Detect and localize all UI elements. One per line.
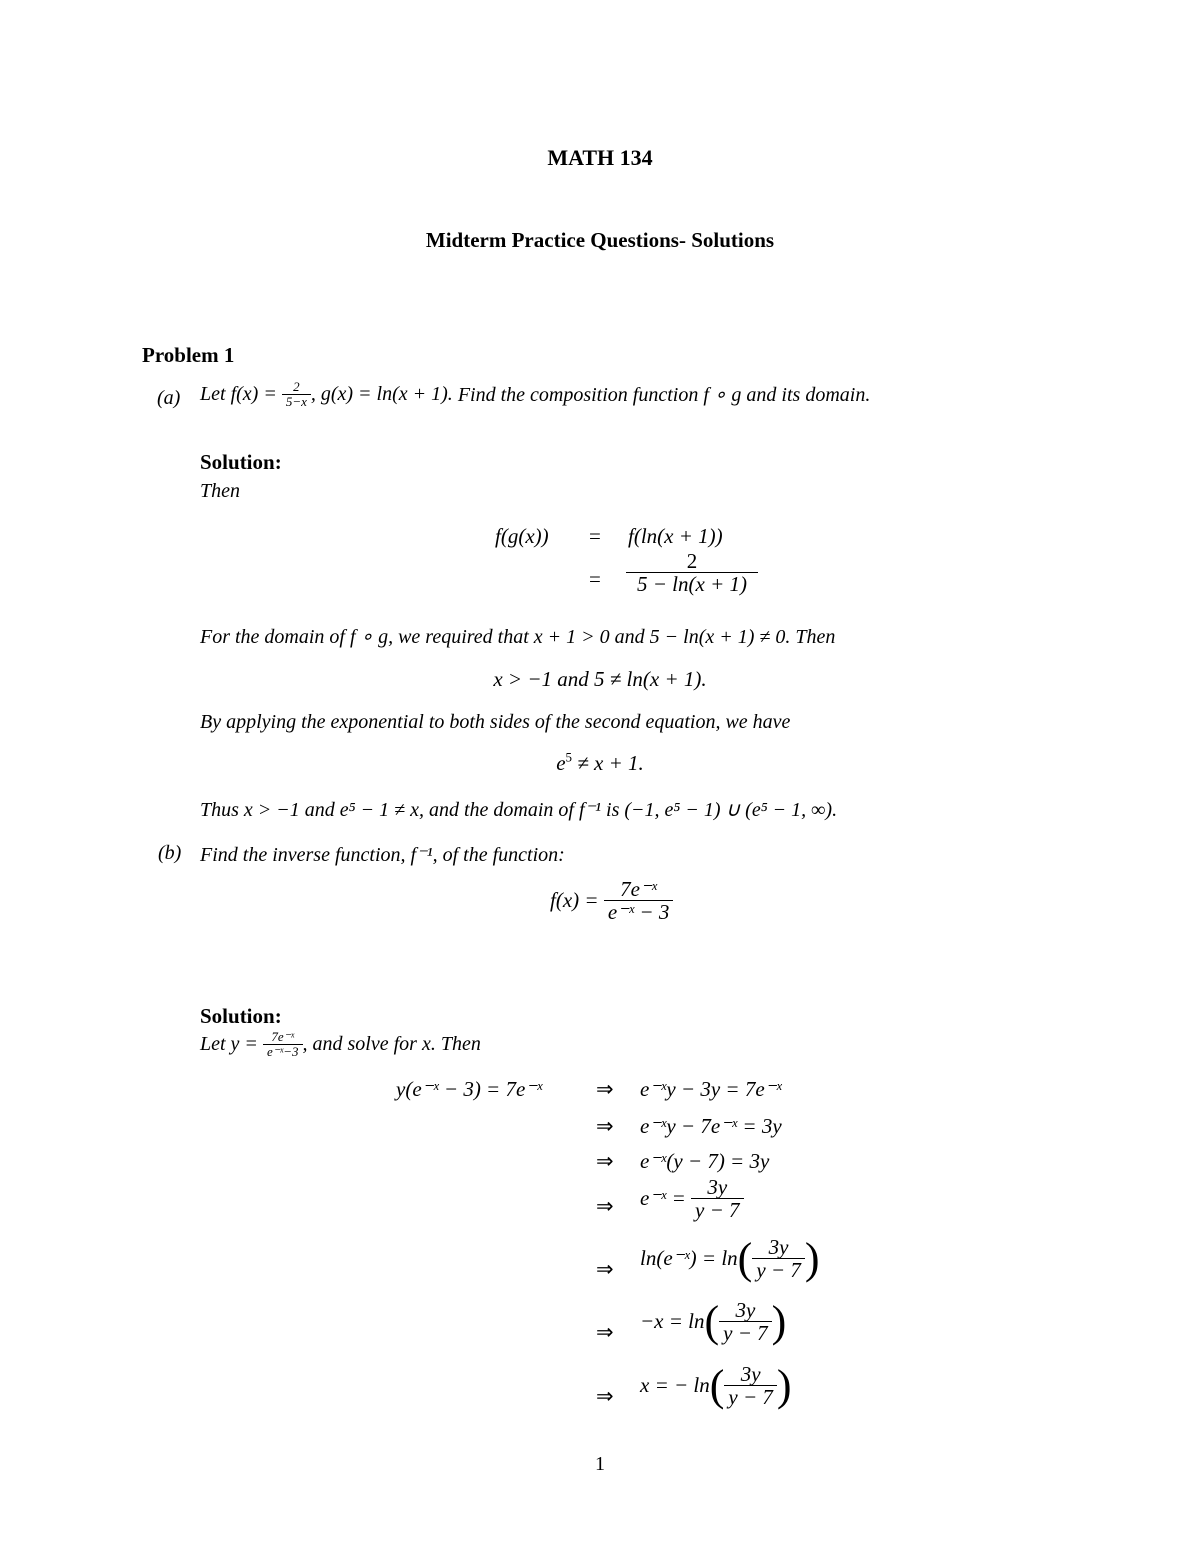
eq2-fraction bbox=[626, 550, 758, 595]
solution-a-heading: Solution: bbox=[200, 450, 282, 474]
eq1-relation: = bbox=[589, 524, 601, 548]
eq2-denominator: 5 − ln(x + 1) bbox=[626, 572, 758, 595]
step6-numerator: 3y bbox=[740, 1362, 761, 1386]
part-a-fx: f(x) = bbox=[230, 382, 277, 405]
part-a-task: Find the composition function f ∘ g and its domain. bbox=[457, 383, 871, 406]
step4-lhs: ln(e⁻ˣ) = ln bbox=[640, 1246, 738, 1271]
part-a-g-def: , g(x) = ln(x + 1). bbox=[310, 382, 453, 405]
step6-denominator: y − 7 bbox=[724, 1385, 777, 1408]
exp-eq-sup: 5 bbox=[565, 749, 573, 765]
let-y: Let y = bbox=[200, 1032, 258, 1055]
part-b-statement: Find the inverse function, f⁻¹, of the function: bbox=[200, 844, 565, 866]
part-a-f-denominator: 5−x bbox=[282, 394, 311, 409]
implies-arrow: ⇒ bbox=[596, 1114, 614, 1138]
step3-denominator: y − 7 bbox=[691, 1198, 744, 1221]
exponential-text: By applying the exponential to both sides of the second equation, we have bbox=[200, 711, 791, 733]
part-b-function bbox=[550, 878, 673, 923]
step6-lhs: x = − ln bbox=[640, 1373, 710, 1398]
step5 bbox=[640, 1296, 787, 1346]
eq2-numerator: 2 bbox=[686, 549, 698, 573]
step3-lhs: e⁻ˣ = bbox=[640, 1186, 686, 1211]
eq1-rhs: f(ln(x + 1)) bbox=[628, 524, 723, 548]
step4-denominator: y − 7 bbox=[752, 1258, 805, 1281]
implies-arrow: ⇒ bbox=[596, 1320, 614, 1344]
domain-equation: x > −1 and 5 ≠ ln(x + 1). bbox=[493, 667, 707, 691]
part-b-numerator: 7e⁻ˣ bbox=[620, 877, 657, 901]
part-a-f-fraction bbox=[282, 380, 311, 408]
part-a-let: Let bbox=[200, 382, 226, 405]
implies-arrow: ⇒ bbox=[596, 1077, 614, 1101]
part-b-label: (b) bbox=[158, 842, 182, 864]
step3 bbox=[640, 1176, 744, 1221]
exp-eq-base: e bbox=[556, 751, 566, 775]
implies-arrow: ⇒ bbox=[596, 1257, 614, 1281]
part-b-fraction bbox=[604, 878, 674, 923]
part-a-label: (a) bbox=[157, 387, 181, 409]
domain-conclusion: Thus x > −1 and e⁵ − 1 ≠ x, and the domain of f⁻¹ is (−1, e⁵ − 1) ∪ (e⁵ − 1, ∞). bbox=[200, 799, 838, 821]
step2: e⁻ˣ(y − 7) = 3y bbox=[640, 1149, 770, 1173]
part-a-statement bbox=[200, 380, 870, 408]
problem-heading: Problem 1 bbox=[142, 343, 235, 367]
step3-numerator: 3y bbox=[707, 1175, 728, 1199]
step5-lhs: −x = ln bbox=[640, 1309, 705, 1334]
solution-b-heading: Solution: bbox=[200, 1004, 282, 1028]
step0-rhs: e⁻ˣy − 3y = 7e⁻ˣ bbox=[640, 1077, 782, 1101]
step4-numerator: 3y bbox=[768, 1235, 789, 1259]
right-paren-glyph: ) bbox=[771, 1296, 787, 1346]
left-paren-glyph: ( bbox=[709, 1360, 725, 1410]
eq1-lhs: f(g(x)) bbox=[495, 524, 549, 548]
let-y-rest: , and solve for x. Then bbox=[302, 1032, 481, 1055]
step4 bbox=[640, 1233, 820, 1283]
eq2-relation: = bbox=[589, 567, 601, 591]
implies-arrow: ⇒ bbox=[596, 1194, 614, 1218]
page-subtitle: Midterm Practice Questions- Solutions bbox=[425, 228, 775, 252]
page-number: 1 bbox=[595, 1453, 605, 1475]
let-y-fraction bbox=[263, 1030, 303, 1058]
step5-denominator: y − 7 bbox=[719, 1321, 772, 1344]
domain-text: For the domain of f ∘ g, we required that x + 1 > 0 and 5 − ln(x + 1) ≠ 0. Then bbox=[200, 626, 836, 648]
page-title: MATH 134 bbox=[547, 145, 653, 170]
step5-numerator: 3y bbox=[735, 1298, 756, 1322]
right-paren-glyph: ) bbox=[776, 1360, 792, 1410]
part-a-f-numerator: 2 bbox=[293, 379, 300, 394]
left-paren-glyph: ( bbox=[704, 1296, 720, 1346]
exp-eq-rest: ≠ x + 1. bbox=[572, 751, 644, 775]
solution-b-intro bbox=[200, 1030, 481, 1058]
left-paren-glyph: ( bbox=[737, 1233, 753, 1283]
step6 bbox=[640, 1360, 792, 1410]
let-y-numerator: 7e⁻ˣ bbox=[271, 1029, 295, 1044]
exponential-equation bbox=[0, 751, 1200, 776]
part-b-fx: f(x) = bbox=[550, 888, 599, 913]
solution-a-then: Then bbox=[200, 480, 240, 502]
step0-lhs: y(e⁻ˣ − 3) = 7e⁻ˣ bbox=[396, 1077, 543, 1101]
implies-arrow: ⇒ bbox=[596, 1149, 614, 1173]
right-paren-glyph: ) bbox=[804, 1233, 820, 1283]
implies-arrow: ⇒ bbox=[596, 1384, 614, 1408]
part-b-denominator: e⁻ˣ − 3 bbox=[604, 900, 674, 923]
step1: e⁻ˣy − 7e⁻ˣ = 3y bbox=[640, 1114, 782, 1138]
let-y-denominator: e⁻ˣ−3 bbox=[263, 1044, 303, 1059]
